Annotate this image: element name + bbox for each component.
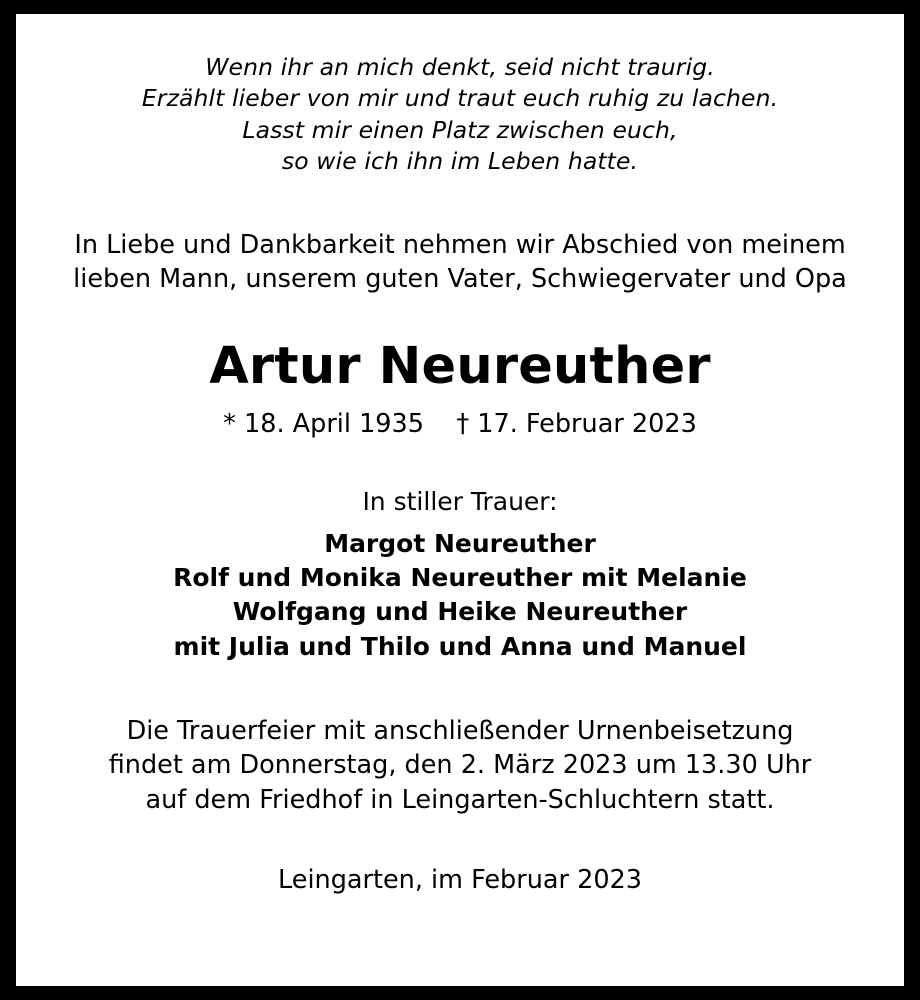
poem-line-1: Wenn ihr an mich denkt, seid nicht traurig. [205, 53, 715, 81]
deceased-name: Artur Neureuther [209, 336, 711, 396]
mourner-line-3: Wolfgang und Heike Neureuther [232, 597, 688, 627]
ceremony-line-3: auf dem Friedhof in Leingarten-Schluchtern statt. [145, 784, 775, 815]
place-and-date: Leingarten, im Februar 2023 [278, 865, 642, 896]
mourner-line-1: Margot Neureuther [324, 528, 596, 558]
poem-line-3: Lasst mir einen Platz zwischen euch, [242, 115, 678, 144]
introduction-line-2: lieben Mann, unserem guten Vater, Schwiegervater und Opa [73, 263, 847, 294]
ceremony-line-2: findet am Donnerstag, den 2. März 2023 um 13.30 Uhr [108, 750, 812, 781]
mourning-label: In stiller Trauer: [362, 486, 558, 516]
birth-death-dates: * 18. April 1935 † 17. Februar 2023 [223, 408, 697, 439]
ceremony-details [109, 714, 812, 817]
mourner-line-2: Rolf und Monika Neureuther mit Melanie [173, 563, 747, 593]
mourners-list [173, 527, 747, 664]
introduction-block [73, 229, 847, 297]
obituary-notice [16, 14, 904, 986]
poem-line-4: so wie ich ihn im Leben hatte. [281, 146, 639, 175]
mourner-line-4: mit Julia und Thilo und Anna und Manuel [173, 631, 747, 661]
poem-block [142, 52, 778, 177]
introduction-line-1: In Liebe und Dankbarkeit nehmen wir Abschied von meinem [74, 230, 846, 260]
poem-line-2: Erzählt lieber von mir und traut euch ruhig zu lachen. [141, 84, 779, 113]
ceremony-line-1: Die Trauerfeier mit anschließender Urnenbeisetzung [126, 715, 794, 746]
